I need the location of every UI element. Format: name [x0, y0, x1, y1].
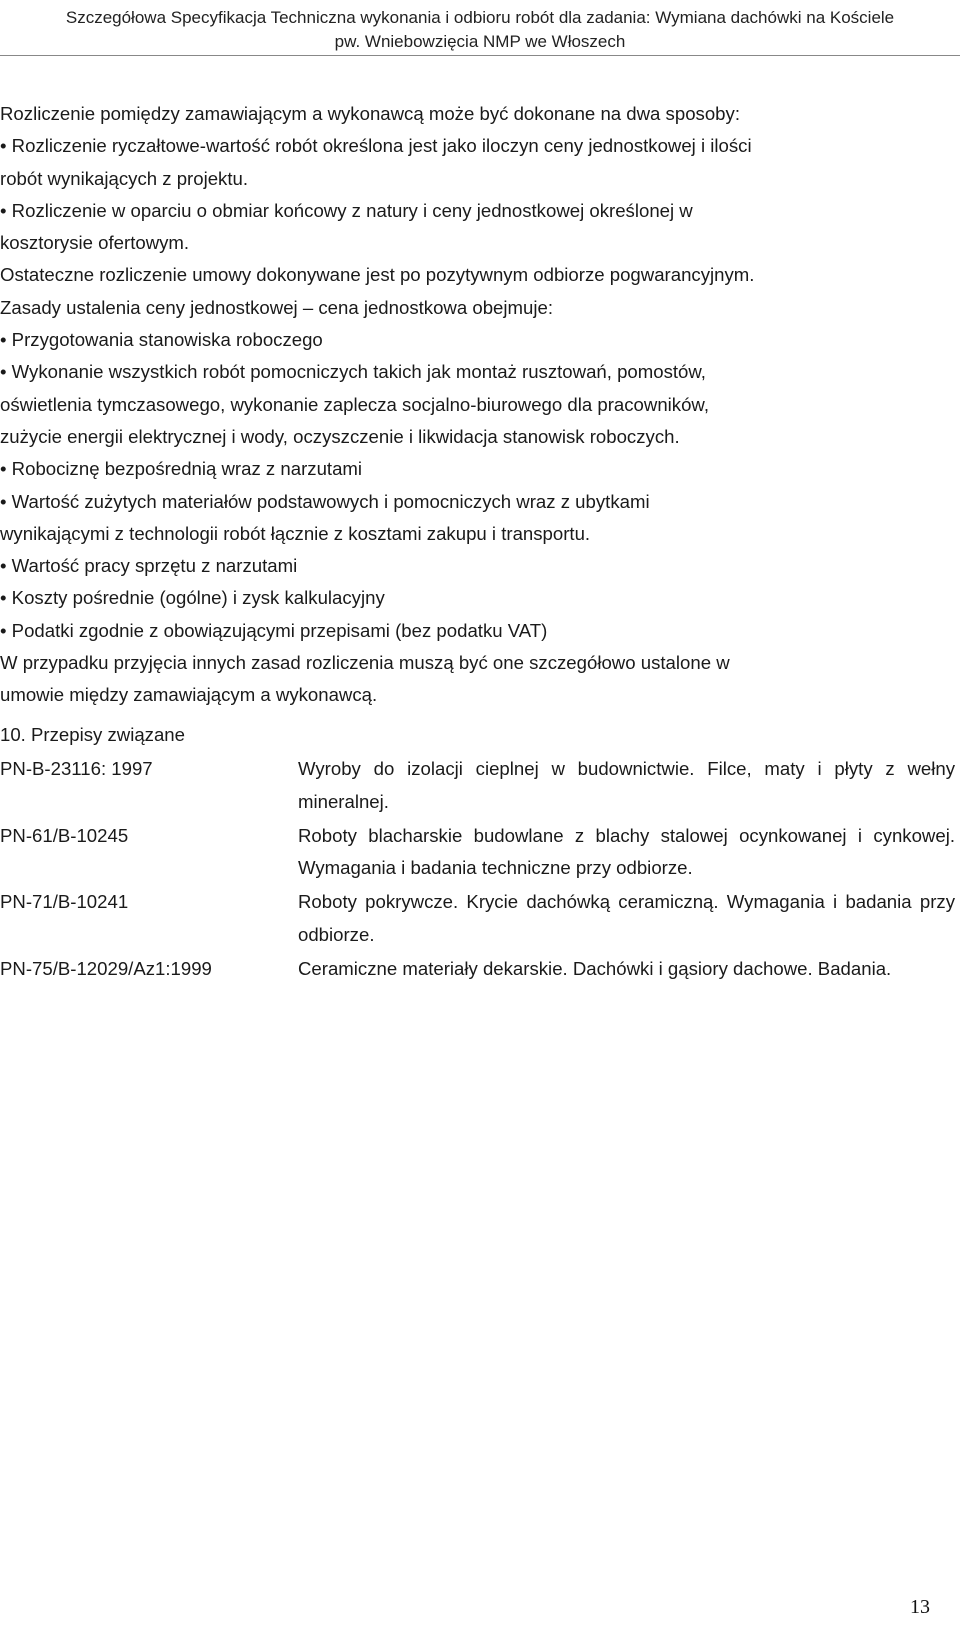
- reference-row: [0, 753, 955, 818]
- price-rules-heading: Zasady ustalenia ceny jednostkowej – cena jednostkowa obejmuje:: [0, 296, 553, 318]
- other-rules-line-2: umowie między zamawiającym a wykonawcą.: [0, 684, 378, 706]
- price-item-labour: • Robociznę bezpośrednią wraz z narzutami: [0, 458, 363, 480]
- bullet-measurement-line-1: • Rozliczenie w oparciu o obmiar końcowy z natury i ceny jednostkowej określonej w: [0, 199, 693, 221]
- settlement-section: [0, 98, 948, 712]
- bullet-lump-sum-line-2: robót wynikających z projektu.: [0, 167, 249, 189]
- header-divider: [0, 55, 960, 56]
- reference-description: Ceramiczne materiały dekarskie. Dachówki i gąsiory dachowe. Badania.: [298, 958, 892, 980]
- reference-description: Wyroby do izolacji cieplnej w budownictwie. Filce, maty i płyty z wełny mineralnej.: [298, 758, 955, 812]
- page-header: [0, 6, 960, 54]
- price-item-equipment: • Wartość pracy sprzętu z narzutami: [0, 555, 298, 577]
- price-item-auxiliary-line-1: • Wykonanie wszystkich robót pomocniczych takich jak montaż rusztowań, pomostów,: [0, 361, 706, 383]
- other-rules-line-1: W przypadku przyjęcia innych zasad rozliczenia muszą być one szczegółowo ustalone w: [0, 652, 730, 674]
- reference-row: [0, 886, 955, 951]
- reference-code: PN-75/B-12029/Az1:1999: [0, 958, 212, 980]
- price-item-overhead: • Koszty pośrednie (ogólne) i zysk kalkulacyjny: [0, 587, 385, 609]
- bullet-measurement-line-2: kosztorysie ofertowym.: [0, 232, 190, 254]
- reference-code: PN-61/B-10245: [0, 824, 129, 846]
- price-item-auxiliary-line-2: oświetlenia tymczasowego, wykonanie zaplecza socjalno-biurowego dla pracowników,: [0, 393, 710, 415]
- reference-row: [0, 953, 955, 985]
- reference-code: PN-B-23116: 1997: [0, 758, 153, 780]
- reference-row: [0, 820, 955, 885]
- reference-description: Roboty pokrywcze. Krycie dachówką ceramiczną. Wymagania i badania przy odbiorze.: [298, 891, 955, 945]
- page-number: 13: [910, 1596, 930, 1618]
- price-item-taxes: • Podatki zgodnie z obowiązującymi przepisami (bez podatku VAT): [0, 619, 548, 641]
- price-item-workstation: • Przygotowania stanowiska roboczego: [0, 329, 323, 351]
- references-section: [0, 719, 955, 985]
- reference-code: PN-71/B-10241: [0, 891, 129, 913]
- price-item-materials-line-1: • Wartość zużytych materiałów podstawowych i pomocniczych wraz z ubytkami: [0, 490, 650, 512]
- bullet-lump-sum-line-1: • Rozliczenie ryczałtowe-wartość robót określona jest jako iloczyn ceny jednostkowej i ilości: [0, 135, 752, 157]
- final-settlement-paragraph: Ostateczne rozliczenie umowy dokonywane jest po pozytywnym odbiorze pogwarancyjnym.: [0, 264, 755, 286]
- reference-description: Roboty blacharskie budowlane z blachy stalowej ocynkowanej i cynkowej. Wymagania i badania techniczne przy odbiorze.: [298, 824, 955, 879]
- intro-paragraph: Rozliczenie pomiędzy zamawiającym a wykonawcą może być dokonane na dwa sposoby:: [0, 103, 740, 124]
- header-line-2: pw. Wniebowzięcia NMP we Włoszech: [334, 32, 626, 51]
- price-item-auxiliary-line-3: zużycie energii elektrycznej i wody, oczyszczenie i likwidacja stanowisk roboczych.: [0, 425, 680, 447]
- header-line-1: Szczegółowa Specyfikacja Techniczna wykonania i odbioru robót dla zadania: Wymiana dachówki na Kościele: [65, 8, 895, 27]
- references-heading: 10. Przepisy związane: [0, 724, 185, 745]
- price-item-materials-line-2: wynikającymi z technologii robót łącznie z kosztami zakupu i transportu.: [0, 522, 591, 544]
